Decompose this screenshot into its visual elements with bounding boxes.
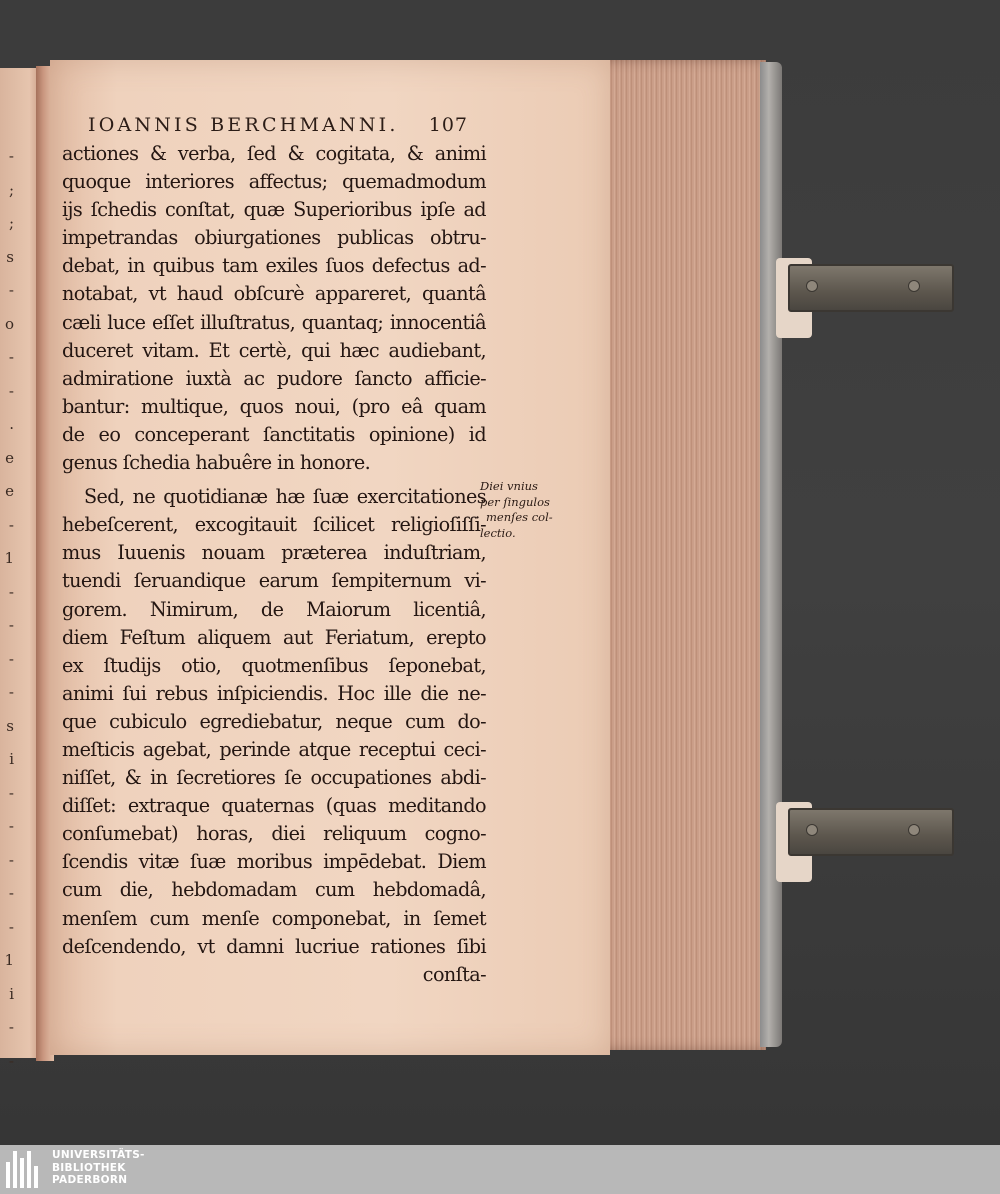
left-margin-char: ; [8,214,14,232]
library-footer-bar [0,1145,1000,1194]
text-line: diſſet: extraque quaternas (quas meditando [62,794,486,818]
page-number: 107 [428,114,468,136]
text-line: conſumebat) horas, diei reliquum cogno- [62,822,486,846]
text-line: debat, in quibus tam exiles ſuos defectus ad- [62,254,486,278]
text-line: menſem cum menſe componebat, in ſemet [62,906,486,930]
left-margin-char: - [8,783,14,802]
text-line: genus ſchedia habuêre in honore. [62,451,371,475]
lower-clasp [776,796,966,858]
library-name [52,1149,145,1187]
text-line: quoque interiores affectus; quemadmodum [62,170,486,194]
library-logo-icon [6,1151,46,1188]
text-line: cum die, hebdomadam cum hebdomadâ, [62,878,486,902]
left-margin-char: s [6,716,14,735]
left-margin-char: - [8,1018,14,1036]
left-page-margin-characters [0,140,14,1070]
left-margin-char: i [9,984,14,1003]
book-cover-board-edge [760,62,782,1047]
clasp-rivet [908,824,920,836]
clasp-rivet [806,824,818,836]
text-line: tuendi ſeruandique earum ſempiternum vi- [62,569,486,593]
text-line: Sed, ne quotidianæ hæ ſuæ exercitationes [84,485,486,509]
text-line: diem Feſtum aliquem aut Feriatum, erepto [62,625,486,649]
text-line: admiratione iuxtà ac pudore ſancto afficie- [62,366,486,390]
library-name-line: PADERBORN [52,1174,128,1186]
running-head-title: IOANNIS BERCHMANNI. [88,114,399,136]
text-line: mus Iuuenis nouam præterea induſtriam, [62,541,486,565]
left-margin-char: - [8,649,14,668]
left-margin-char: - [8,281,14,299]
text-line: hebeſcerent, excogitauit ſcilicet religioſiſſi- [62,513,486,537]
text-line: animi ſui rebus inſpiciendis. Hoc ille die ne- [62,681,486,705]
left-margin-char: - [8,515,14,534]
text-line: conſta- [422,962,486,986]
left-margin-char: ; [8,180,14,199]
body-text [62,140,486,989]
clasp-rivet [806,280,818,292]
left-margin-char: 1 [4,951,14,969]
text-line: actiones & verba, ſed & cogitata, & animi [62,142,486,165]
text-line: notabat, vt haud obſcurè appareret, quantâ [62,282,486,306]
text-line: niſſet, & in ſecretiores ſe occupationes abdi- [62,766,486,790]
left-margin-char: - [8,817,14,835]
left-margin-char: i [9,750,14,768]
left-margin-char: e [5,482,14,500]
left-margin-char: - [8,147,14,165]
marginal-note-line: Diei vnius [480,479,538,493]
library-name-line: BIBLIOTHEK [52,1161,126,1174]
text-line: ex ſtudijs otio, quotmenſibus ſeponebat, [62,653,486,677]
text-line: bantur: multique, quos noui, (pro eâ quam [62,394,486,418]
left-margin-char: e [5,448,14,467]
text-line: duceret vitam. Et certè, qui hæc audiebant, [62,338,486,362]
text-line: deſcendendo, vt damni lucriue rationes ſibi [62,934,486,958]
marginal-note-line: per ſingulos [480,494,550,509]
text-line: ijs ſchedis conſtat, quæ Superioribus ipſe ad [62,198,486,222]
left-margin-char: - [8,683,14,701]
left-margin-char: s [6,247,14,266]
left-margin-char: o [4,314,14,333]
left-margin-char: 1 [4,549,14,567]
clasp-rivet [908,280,920,292]
left-margin-char: - [8,884,14,902]
left-margin-char: - [8,381,14,400]
marginal-note-line: lectio. [480,525,516,540]
text-line: que cubiculo egrediebatur, neque cum do- [62,709,486,733]
page-block-fore-edge [598,60,766,1050]
left-margin-char: - [8,917,14,936]
left-margin-char: . [9,415,14,433]
marginal-note [480,479,570,541]
text-line: impetrandas obiurgationes publicas obtru- [62,226,486,250]
text-line: de eo conceperant ſanctitatis opinione) id [62,422,486,446]
text-line: gorem. Nimirum, de Maiorum licentiâ, [62,597,486,621]
text-line: cæli luce eſſet illuſtratus, quantaq; innocentiâ [62,310,486,334]
left-margin-char: - [8,348,14,366]
left-margin-char: - [8,582,14,601]
marginal-note-line: menſes col- [486,510,553,524]
left-margin-char: - [8,1051,14,1070]
text-line: meſticis agebat, perinde atque receptui ceci- [62,737,486,761]
left-margin-char: - [8,616,14,634]
upper-clasp [776,252,966,314]
text-line: ſcendis vitæ ſuæ moribus impēdebat. Diem [62,850,486,874]
library-name-line: UNIVERSITÄTS- [52,1149,145,1161]
left-margin-char: - [8,850,14,869]
